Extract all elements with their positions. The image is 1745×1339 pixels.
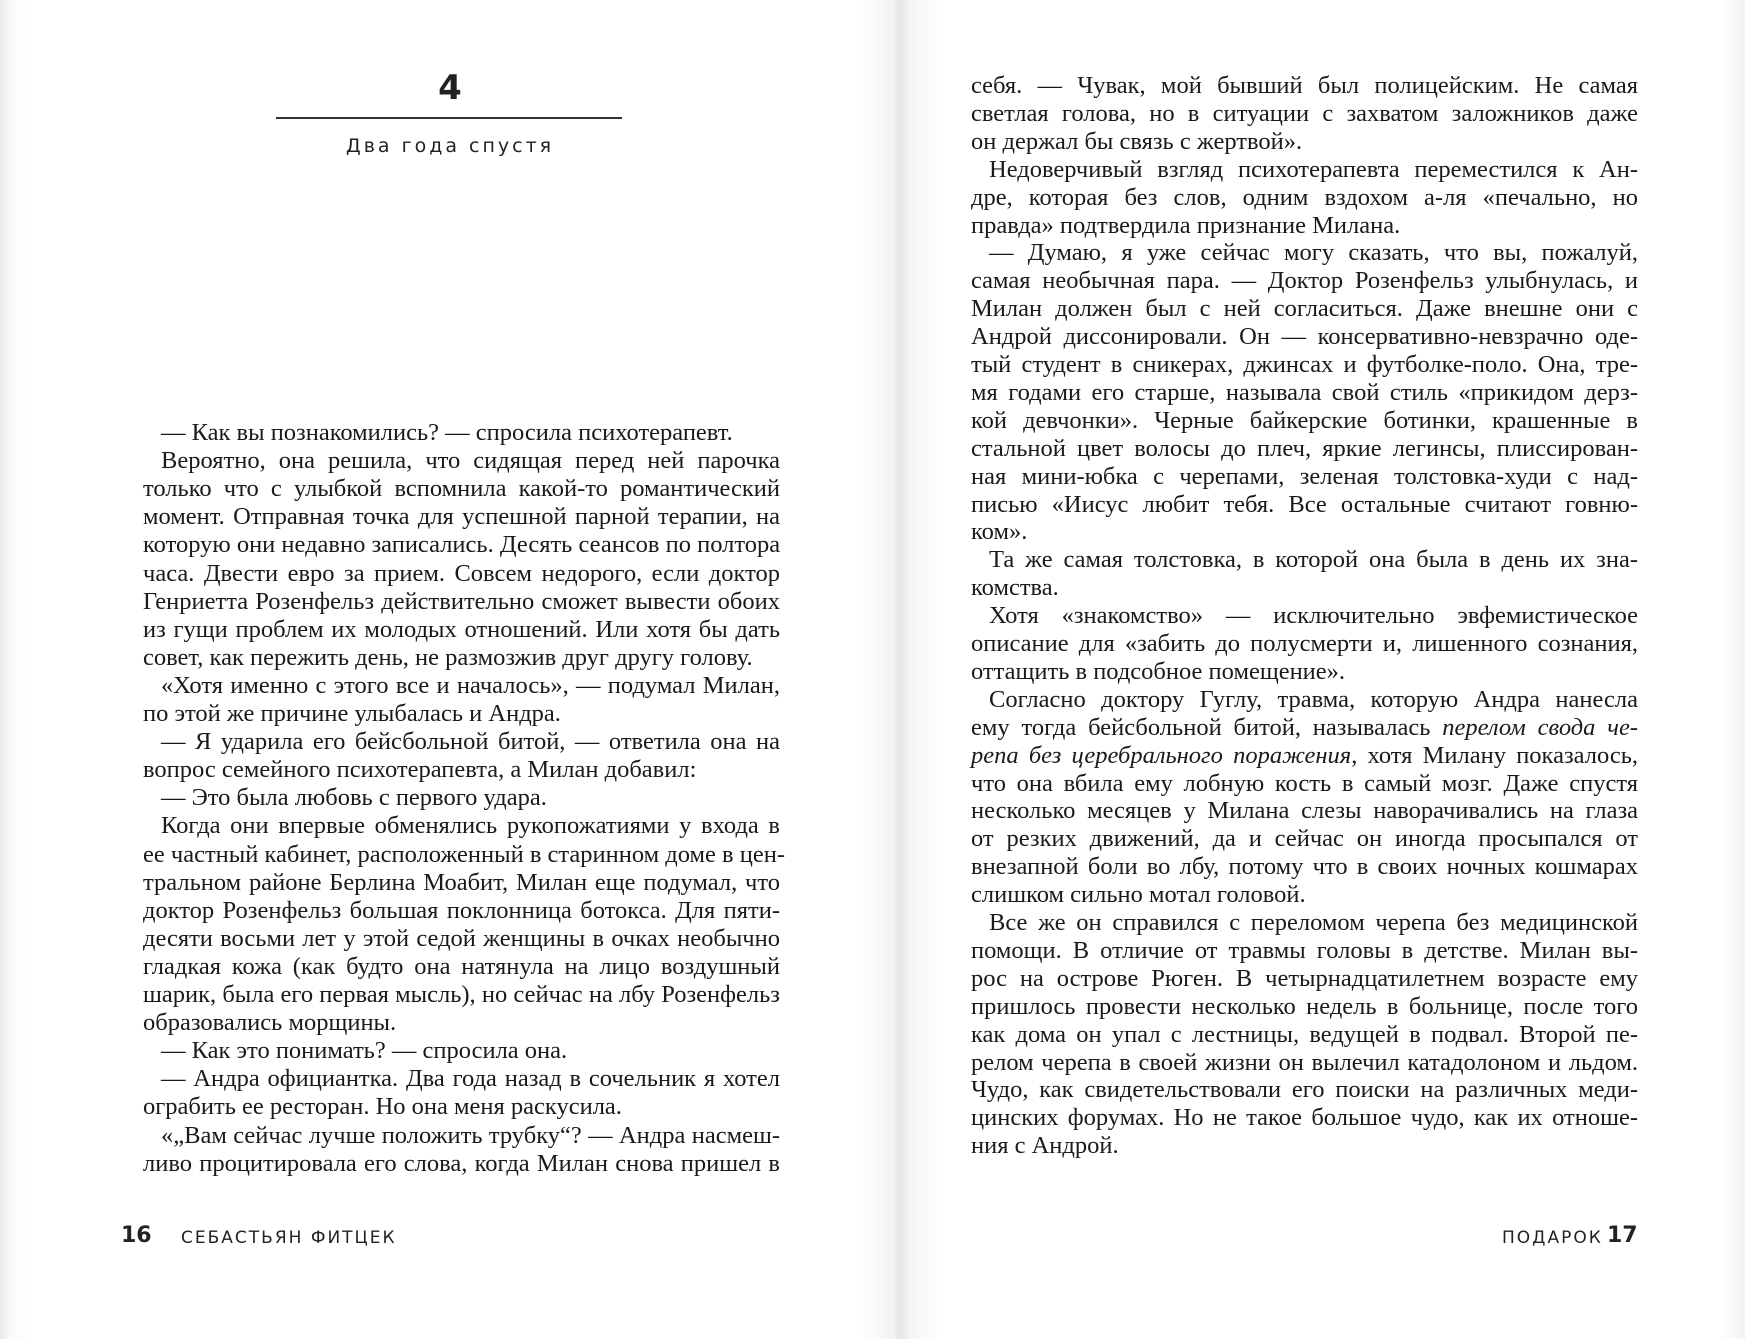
text-line: Милан должен был с ней согласиться. Даже внешне они с [971,295,1638,323]
text-line: гладкая кожа (как будто она натянула на лицо воздушный [143,952,780,980]
text-line: Недоверчивый взгляд психотерапевта переместился к Ан- [989,155,1638,183]
text-line: ная мини-юбка с черепами, зеленая толстовка-худи с над- [971,462,1638,490]
text-line: ливо процитировала его слова, когда Милан снова пришел в [143,1149,780,1177]
chapter-divider [276,117,622,119]
text-line: вопрос семейного психотерапевта, а Милан добавил: [143,756,697,784]
running-head-author: СЕБАСТЬЯН ФИТЦЕК [181,1228,397,1248]
page-number-left: 16 [121,1223,152,1248]
text-line: правда» подтвердила признание Милана. [971,211,1401,239]
text-line: «Хотя именно с этого все и началось», — подумал Милан, [161,671,780,699]
text-line: как дома он упал с лестницы, ведущей в подвал. Второй пе- [971,1020,1638,1048]
text-line: образовались морщины. [143,1009,397,1037]
text-line: помощи. В отличие от травмы головы в детстве. Милан вы- [971,936,1638,964]
text-line: Вероятно, она решила, что сидящая перед ней парочка [161,447,780,475]
text-line: «„Вам сейчас лучше положить трубку“? — Андра насмеш- [161,1121,780,1149]
text-line: совет, как пережить день, не размозжив друг другу голову. [143,643,753,671]
text-line: шарик, была его первая мысль), но сейчас на лбу Розенфельз [143,981,780,1008]
text-line: Андрой диссонировали. Он — консервативно-невзрачно оде- [971,323,1638,351]
text-span: ему тогда бейсбольной битой, называлась [971,713,1443,741]
text-line: ограбить ее ресторан. Но она меня раскусила. [143,1093,622,1121]
text-line: описание для «забить до полусмерти и, лишенного сознания, [971,630,1638,657]
text-line: слишком сильно мотал головой. [971,881,1306,909]
text-line: Та же самая толстовка, в которой она была в день их зна- [989,546,1638,574]
text-line: которую они недавно записались. Десять сеансов по полтора [143,531,781,559]
italic-term: репа без церебрального поражения [971,741,1352,769]
text-line: Хотя «знакомство» — исключительно эвфемистическое [989,602,1638,630]
text-line: Чудо, как свидетельствовали его поиски на различных меди- [971,1076,1638,1104]
text-span: , хотя Милану показалось, [1351,741,1638,769]
text-line: рос на острове Рюген. В четырнадцатилетнем возрасте ему [971,964,1638,992]
text-line: самая необычная пара. — Доктор Розенфельз улыбнулась, и [971,267,1638,295]
text-line: дре, которая без слов, одним вздохом а-ля «печально, но [971,183,1638,211]
text-line: доктор Розенфельз большая поклонница ботокса. Для пяти- [143,896,780,924]
text-line: по этой же причине улыбалась и Андра. [143,700,561,727]
text-line: Когда они впервые обменялись рукопожатиями у входа в [161,812,780,840]
text-line: стальной цвет волосы до плеч, яркие легинсы, плиссирован- [971,434,1638,462]
text-line: Генриетта Розенфельз действительно сможет вывести обоих [143,587,780,615]
text-line: оттащить в подсобное помещение». [971,657,1346,685]
text-line: тый студент в сникерах, джинсах и футболке-поло. Она, тре- [971,351,1638,378]
text-line: писью «Иисус любит тебя. Все остальные считают говню- [971,490,1638,518]
text-line: внезапной боли во лбу, потому что в своих ночных кошмарах [971,853,1638,881]
text-line: кой девчонки». Черные байкерские ботинки, крашенные в [971,406,1638,434]
text-line: от резких движений, да и сейчас он иногда просыпался от [971,825,1638,853]
text-line: цинских форумах. Но не такое большое чудо, как их отноше- [971,1104,1638,1132]
text-line: — Это была любовь с первого удара. [161,784,547,812]
text-line: пришлось провести несколько недель в больнице, после того [971,992,1638,1020]
right-page [900,0,1745,1339]
text-line: ее частный кабинет, расположенный в старинном доме в цен- [143,840,785,868]
text-line: — Я ударила его бейсбольной битой, — ответила она на [161,728,780,756]
text-line: светлая голова, но в ситуации с захватом заложников даже [971,99,1638,127]
text-line: ком». [971,518,1028,546]
text-line: ния с Андрой. [971,1132,1119,1160]
text-line: момент. Отправная точка для успешной парной терапии, на [143,503,780,531]
text-line: Все же он справился с переломом черепа без медицинской [989,909,1638,936]
italic-term: перелом свода че- [1442,713,1638,741]
chapter-number: 4 [438,68,462,108]
text-line: несколько месяцев у Милана слезы наворачивались на глаза [971,797,1638,825]
text-line: — Андра официантка. Два года назад в сочельник я хотел [161,1065,780,1093]
text-line: он держал бы связь с жертвой». [971,127,1303,155]
text-line: релом черепа в своей жизни он вылечил катадолоном и льдом. [971,1048,1638,1076]
text-line [971,742,1638,770]
text-line: что она вбила ему лобную кость в самый мозг. Даже спустя [971,769,1638,797]
text-line: Согласно доктору Гуглу, травма, которую Андра нанесла [989,685,1638,713]
text-line: десяти восьми лет у этой седой женщины в очках необычно [143,924,780,952]
page-number-right: 17 [1607,1223,1638,1248]
text-line: мя годами его старше, называла свой стиль «прикидом дерз- [971,378,1638,406]
text-line: только что с улыбкой вспомнила какой-то романтический [143,475,780,503]
running-head-title: ПОДАРОК [1502,1228,1603,1248]
text-line: из гущи проблем их молодых отношений. Или хотя бы дать [143,615,780,643]
text-line: себя. — Чувак, мой бывший был полицейским. Не самая [971,72,1638,99]
text-line: — Как вы познакомились? — спросила психотерапевт. [161,419,733,446]
text-line: комства. [971,574,1059,602]
text-line: тральном районе Берлина Моабит, Милан еще подумал, что [143,868,780,896]
text-line: часа. Двести евро за прием. Совсем недорого, если доктор [143,559,780,587]
chapter-title: Два года спустя [345,135,555,157]
text-line [971,714,1638,742]
text-line: — Как это понимать? — спросила она. [161,1037,568,1065]
text-line: — Думаю, я уже сейчас могу сказать, что вы, пожалуй, [989,239,1638,267]
